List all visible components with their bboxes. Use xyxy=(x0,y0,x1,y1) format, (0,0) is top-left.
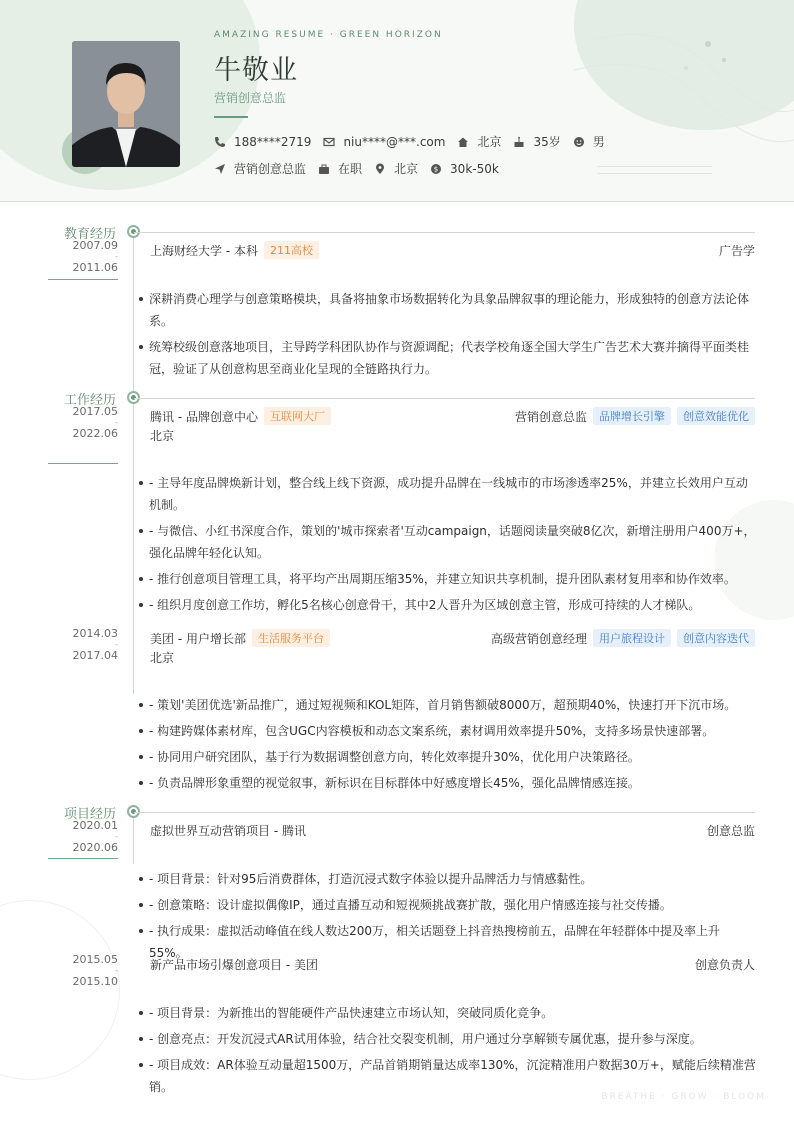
date-separator: - xyxy=(115,418,118,427)
date-start: 2014.03 xyxy=(72,627,118,640)
profile-photo xyxy=(72,41,180,167)
section-divider xyxy=(134,812,755,813)
list-item: - 主导年度品牌焕新计划，整合线上线下资源，成功提升品牌在一线城市的市场渗透率25%，并建立长效用户互动机制。 xyxy=(138,472,756,516)
header-divider-decoration xyxy=(598,166,712,174)
section-title-projects: 项目经历 xyxy=(63,807,116,822)
project-date xyxy=(60,954,118,987)
home-icon xyxy=(457,136,469,148)
age-text: 35岁 xyxy=(533,135,561,149)
project-name: 虚拟世界互动营销项目 - 腾讯 xyxy=(150,824,306,838)
date-separator: - xyxy=(115,832,118,841)
education-bullets xyxy=(138,288,756,384)
list-item: - 创意亮点：开发沉浸式AR试用体验，结合社交裂变机制，用户通过分享解锁专属优惠，提升参与深度。 xyxy=(138,1028,756,1050)
salary-text: 30k-50k xyxy=(450,161,499,176)
candidate-title: 营销创意总监 xyxy=(214,91,287,105)
project-name: 新产品市场引爆创意项目 - 美团 xyxy=(150,958,318,972)
status-text: 在职 xyxy=(338,162,363,176)
list-item: - 推行创意项目管理工具，将平均产出周期压缩35%，并建立知识共享机制，提升团队素材复用率和协作效率。 xyxy=(138,568,756,590)
list-item: - 项目背景：针对95后消费群体，打造沉浸式数字体验以提升品牌活力与情感黏性。 xyxy=(138,868,756,890)
date-start: 2017.05 xyxy=(72,405,118,418)
project-entry-header xyxy=(150,956,318,973)
section-divider xyxy=(134,232,755,233)
phone-icon xyxy=(214,136,226,148)
timeline-line xyxy=(133,398,134,694)
target-city-item xyxy=(374,160,418,177)
date-underline xyxy=(48,858,118,859)
work-role xyxy=(491,629,755,647)
briefcase-icon xyxy=(318,163,330,175)
project-bullets xyxy=(138,868,756,968)
target-position-text: 营销创意总监 xyxy=(234,162,307,176)
job-info-row xyxy=(214,160,511,177)
list-item: - 策划'美团优选'新品推广，通过短视频和KOL矩阵，首月销售额破8000万，超预期40%，快速打开下沉市场。 xyxy=(138,694,756,716)
background-decoration xyxy=(0,900,120,1080)
project-role-text: 创意总监 xyxy=(706,824,755,838)
work-location: 北京 xyxy=(150,651,175,665)
work-date xyxy=(60,406,118,439)
city-text: 北京 xyxy=(477,135,502,149)
email-text: niu****@***.com xyxy=(343,134,446,149)
salary-item xyxy=(430,162,499,176)
work-date xyxy=(60,628,118,661)
work-role xyxy=(515,407,755,425)
major-text: 广告学 xyxy=(718,244,755,258)
section-title-work: 工作经历 xyxy=(63,393,116,408)
list-item: - 组织月度创意工作坊，孵化5名核心创意骨干，其中2人晋升为区域创意主管，形成可持续的人才梯队。 xyxy=(138,594,756,616)
list-item: 深耕消费心理学与创意策略模块，具备将抽象市场数据转化为具象品牌叙事的理论能力，形成独特的创意方法论体系。 xyxy=(138,288,756,332)
work-location: 北京 xyxy=(150,429,175,443)
company-tag: 生活服务平台 xyxy=(252,629,330,647)
gender-item xyxy=(573,133,605,150)
role-text: 营销创意总监 xyxy=(514,409,587,424)
money-icon xyxy=(430,163,442,175)
date-end: 2020.06 xyxy=(72,841,118,854)
date-end: 2011.06 xyxy=(72,261,118,274)
work-entry-header xyxy=(150,629,330,647)
send-icon xyxy=(214,163,226,175)
contact-info-row xyxy=(214,133,617,150)
list-item: 统筹校级创意落地项目，主导跨学科团队协作与资源调配；代表学校角逐全国大学生广告艺术大赛并摘得平面类桂冠，验证了从创意构思至商业化呈现的全链路执行力。 xyxy=(138,336,756,380)
project-role xyxy=(695,956,755,973)
footer-watermark: BREATHE · GROW · BLOOM xyxy=(601,1092,766,1102)
work-bullets xyxy=(138,694,756,798)
project-entry-header xyxy=(150,822,306,839)
gender-icon xyxy=(573,136,585,148)
target-position-item xyxy=(214,160,306,177)
list-item: - 协同用户研究团队，基于行为数据调整创意方向，转化效率提升30%，优化用户决策路径。 xyxy=(138,746,756,768)
school-tag: 211高校 xyxy=(264,241,319,259)
role-tag: 用户旅程设计 xyxy=(593,629,671,647)
date-separator: - xyxy=(115,640,118,649)
svg-text:$: $ xyxy=(433,165,439,174)
company-tag: 互联网大厂 xyxy=(264,407,331,425)
cake-icon xyxy=(513,136,525,148)
school-name: 上海财经大学 - 本科 xyxy=(150,243,258,258)
company-name: 美团 - 用户增长部 xyxy=(150,631,246,646)
date-start: 2020.01 xyxy=(72,819,118,832)
city-item xyxy=(457,133,501,150)
role-text: 高级营销创意经理 xyxy=(490,631,587,646)
role-tag: 品牌增长引擎 xyxy=(593,407,671,425)
project-role-text: 创意负责人 xyxy=(694,958,755,972)
mail-icon xyxy=(323,136,335,148)
section-divider xyxy=(134,398,755,399)
list-item: - 构建跨媒体素材库，包含UGC内容模板和动态文案系统，素材调用效率提升50%，支持多场景快速部署。 xyxy=(138,720,756,742)
date-start: 2015.05 xyxy=(72,953,118,966)
phone-text: 188****2719 xyxy=(234,134,312,149)
candidate-name: 牛敬业 xyxy=(214,55,298,86)
company-name: 腾讯 - 品牌创意中心 xyxy=(150,409,258,424)
status-item xyxy=(318,160,362,177)
date-separator: - xyxy=(115,252,118,261)
date-end: 2015.10 xyxy=(72,975,118,988)
date-start: 2007.09 xyxy=(72,239,118,252)
list-item: - 执行成果：虚拟活动峰值在线人数达200万，相关话题登上抖音热搜榜前五，品牌在年轻群体中提及率上升55%。 xyxy=(138,920,756,964)
list-item: - 与微信、小红书深度合作，策划的'城市探索者'互动campaign，话题阅读量突破8亿次，新增注册用户400万+，强化品牌年轻化认知。 xyxy=(138,520,756,564)
role-tag: 创意效能优化 xyxy=(677,407,755,425)
project-bullets xyxy=(138,1002,756,1102)
list-item: - 项目成效：AR体验互动量超1500万，产品首销期销量达成率130%，沉淀精准用户数据30万+，赋能后续精准营销。 xyxy=(138,1054,756,1098)
list-item: - 创意策略：设计虚拟偶像IP，通过直播互动和短视频挑战赛扩散，强化用户情感连接与社交传播。 xyxy=(138,894,756,916)
work-entry-header xyxy=(150,407,331,425)
work-bullets xyxy=(138,472,756,620)
project-date xyxy=(60,820,118,853)
education-date xyxy=(60,240,118,273)
date-separator: - xyxy=(115,966,118,975)
location-pin-icon xyxy=(374,163,386,175)
education-entry-header xyxy=(150,241,319,259)
list-item: - 项目背景：为新推出的智能硬件产品快速建立市场认知，突破同质化竞争。 xyxy=(138,1002,756,1024)
section-title-education: 教育经历 xyxy=(63,227,116,242)
date-underline xyxy=(48,463,118,464)
phone-item xyxy=(214,135,311,149)
resume-tagline: AMAZING RESUME · GREEN HORIZON xyxy=(214,30,443,40)
date-end: 2022.06 xyxy=(72,427,118,440)
project-role xyxy=(707,822,755,839)
target-city-text: 北京 xyxy=(394,162,419,176)
role-tag: 创意内容迭代 xyxy=(677,629,755,647)
resume-header xyxy=(0,0,794,202)
age-item xyxy=(513,133,560,150)
list-item: - 负责品牌形象重塑的视觉叙事，新标识在目标群体中好感度增长45%，强化品牌情感连接。 xyxy=(138,772,756,794)
timeline-line xyxy=(133,812,134,864)
title-underline xyxy=(214,116,248,118)
date-end: 2017.04 xyxy=(72,649,118,662)
date-underline xyxy=(48,279,118,280)
email-item xyxy=(323,135,445,149)
education-major xyxy=(719,242,755,259)
gender-text: 男 xyxy=(592,135,605,149)
